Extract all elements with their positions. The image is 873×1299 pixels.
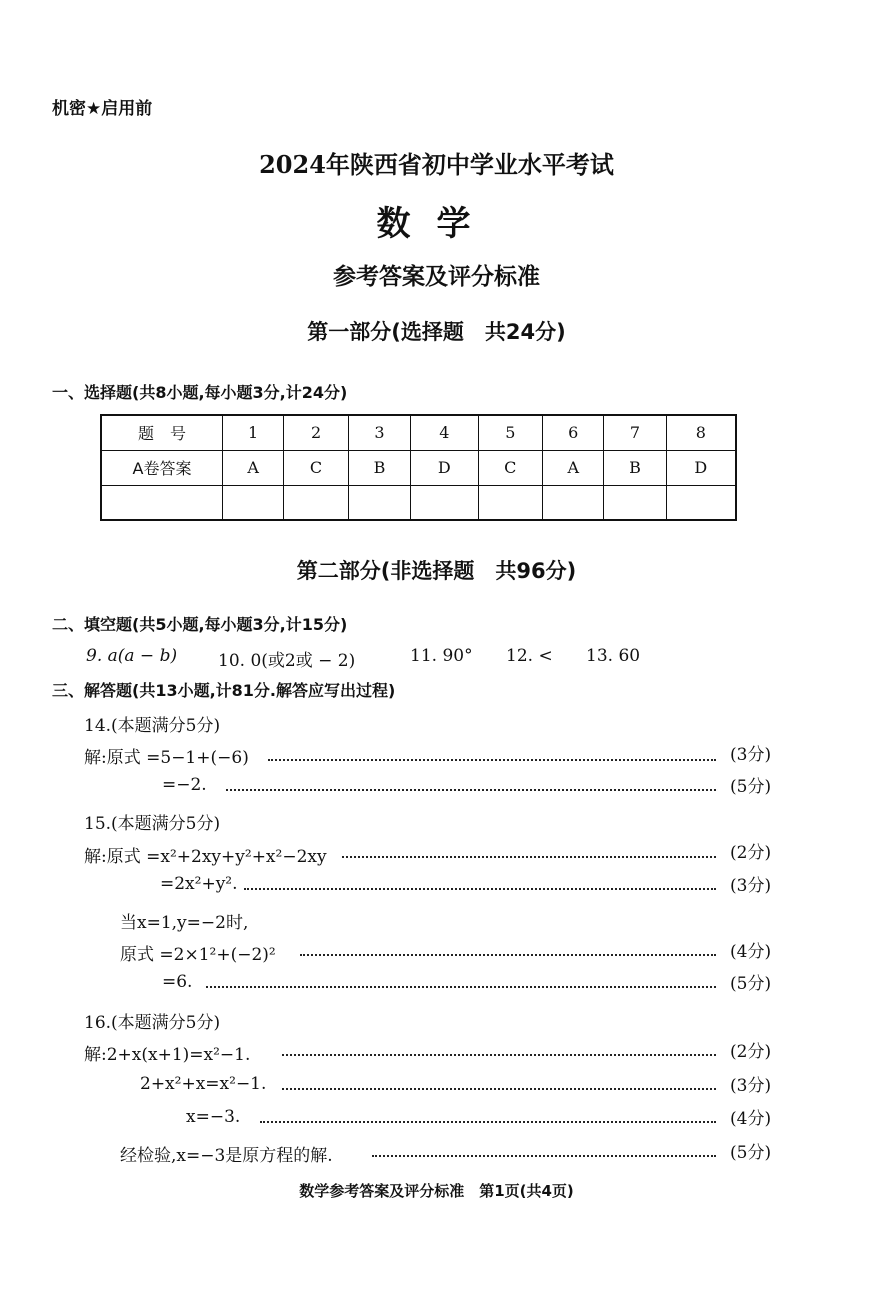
fill-answer-12: 12. < xyxy=(506,646,553,666)
question-number: 2 xyxy=(284,415,349,450)
q16-step-1: 解:2+x(x+1)=x²−1. xyxy=(84,1045,251,1065)
score-label: (3分) xyxy=(730,1076,772,1096)
score-label: (5分) xyxy=(730,974,772,994)
answer-cell: B xyxy=(348,450,410,485)
answer-cell: C xyxy=(284,450,349,485)
answer-cell: A xyxy=(223,450,284,485)
q15-condition: 当x=1,y=−2时, xyxy=(120,913,249,933)
dotted-leader xyxy=(372,1155,716,1157)
part2-heading: 第二部分(非选择题 共96分) xyxy=(296,559,577,583)
question-number: 7 xyxy=(604,415,666,450)
q15-step-3: 原式 =2×1²+(−2)² xyxy=(120,945,276,965)
q15-step-2: =2x²+y². xyxy=(160,874,238,894)
q16-step-3: x=−3. xyxy=(186,1107,241,1127)
answer-cell: D xyxy=(411,450,478,485)
question-number: 3 xyxy=(348,415,410,450)
question-number: 6 xyxy=(543,415,604,450)
part1-heading: 第一部分(选择题 共24分) xyxy=(307,320,566,344)
fill-answer-9: 9. a(a − b) xyxy=(86,646,178,666)
q15-title: 15.(本题满分5分) xyxy=(84,814,221,834)
empty-cell xyxy=(411,485,478,520)
empty-cell xyxy=(101,485,223,520)
table-row-numbers xyxy=(101,415,736,450)
score-label: (4分) xyxy=(730,942,772,962)
score-label: (5分) xyxy=(730,777,772,797)
answer-cell: C xyxy=(478,450,543,485)
fill-section-heading: 二、填空题(共5小题,每小题3分,计15分) xyxy=(52,615,348,634)
q15-step-1: 解:原式 =x²+2xy+y²+x²−2xy xyxy=(84,847,327,867)
subject-title: 数学 xyxy=(376,204,497,244)
empty-cell xyxy=(478,485,543,520)
empty-cell xyxy=(604,485,666,520)
dotted-leader xyxy=(342,856,716,858)
dotted-leader xyxy=(226,789,716,791)
choice-section-heading: 一、选择题(共8小题,每小题3分,计24分) xyxy=(52,383,348,402)
dotted-leader xyxy=(206,986,716,988)
question-number: 5 xyxy=(478,415,543,450)
score-label: (4分) xyxy=(730,1109,772,1129)
score-label: (2分) xyxy=(730,843,772,863)
fill-answer-11: 11. 90° xyxy=(410,646,473,666)
empty-cell xyxy=(348,485,410,520)
dotted-leader xyxy=(268,759,716,761)
question-number: 8 xyxy=(666,415,736,450)
answer-cell: B xyxy=(604,450,666,485)
q14-title: 14.(本题满分5分) xyxy=(84,716,221,736)
score-label: (3分) xyxy=(730,876,772,896)
empty-cell xyxy=(543,485,604,520)
dotted-leader xyxy=(260,1121,716,1123)
q14-step-1: 解:原式 =5−1+(−6) xyxy=(84,748,249,768)
score-label: (2分) xyxy=(730,1042,772,1062)
answer-cell: A xyxy=(543,450,604,485)
empty-cell xyxy=(223,485,284,520)
dotted-leader xyxy=(282,1088,716,1090)
q16-title: 16.(本题满分5分) xyxy=(84,1013,221,1033)
answer-cell: D xyxy=(666,450,736,485)
score-label: (3分) xyxy=(730,745,772,765)
solve-section-heading: 三、解答题(共13小题,计81分.解答应写出过程) xyxy=(52,681,396,700)
exam-title: 2024年陕西省初中学业水平考试 xyxy=(259,150,614,179)
page-footer: 数学参考答案及评分标准 第1页(共4页) xyxy=(299,1182,574,1200)
q16-step-2: 2+x²+x=x²−1. xyxy=(140,1074,267,1094)
empty-cell xyxy=(284,485,349,520)
dotted-leader xyxy=(300,954,716,956)
fill-answer-13: 13. 60 xyxy=(586,646,641,666)
table-row-answers xyxy=(101,450,736,485)
table-row-empty xyxy=(101,485,736,520)
q15-step-4: =6. xyxy=(162,972,193,992)
empty-cell xyxy=(666,485,736,520)
score-label: (5分) xyxy=(730,1143,772,1163)
question-number: 4 xyxy=(411,415,478,450)
question-number: 1 xyxy=(223,415,284,450)
answer-table xyxy=(100,414,737,521)
confidential-label: 机密★启用前 xyxy=(52,99,153,119)
dotted-leader xyxy=(244,888,716,890)
row-label-answer: A卷答案 xyxy=(101,450,223,485)
fill-answer-10: 10. 0(或2或 − 2) xyxy=(218,651,356,671)
subtitle: 参考答案及评分标准 xyxy=(333,264,540,290)
dotted-leader xyxy=(282,1054,716,1056)
row-label-number: 题 号 xyxy=(101,415,223,450)
q14-step-2: =−2. xyxy=(162,775,207,795)
q16-conclusion: 经检验,x=−3是原方程的解. xyxy=(120,1146,333,1166)
